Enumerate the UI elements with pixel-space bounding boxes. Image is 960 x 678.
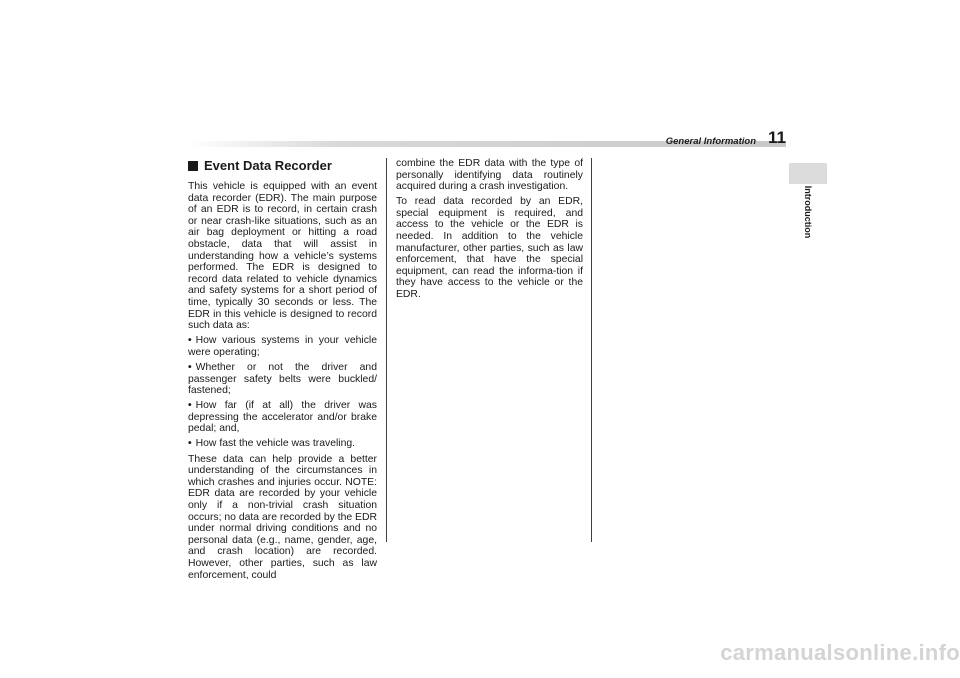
bullet-item	[188, 400, 377, 435]
bullet-item	[188, 362, 377, 397]
watermark: carmanualsonline.info	[720, 640, 960, 665]
bullet-dot-icon: •	[188, 438, 192, 450]
section-title: General Information	[665, 136, 756, 147]
bullet-item	[188, 438, 377, 450]
square-bullet-icon	[188, 161, 198, 171]
page-number: 11	[768, 128, 786, 147]
paragraph-2: These data can help provide a better understanding of the circumstances in which crashes and injuries occur. NOTE: EDR data are recorded by your vehicle only if a non-trivial crash situation occurs; no data are recorded by the EDR under normal driving conditions and no personal data (e.g., name, gender, age, and crash location) are recorded. However, other parties, such as law enforcement, could	[188, 453, 377, 581]
bullet-text: Whether or not the driver and passenger safety belts were buckled/ fastened;	[188, 361, 377, 397]
paragraph-4: To read data recorded by an EDR, special equipment is required, and access to the vehicle or the EDR is needed. In addition to the vehicle manufacturer, other parties, such as law enforcement, that have the special equipment, can read the informa-tion if they have access to the vehicle or the EDR.	[396, 196, 583, 301]
column-divider	[386, 158, 387, 542]
left-column	[188, 158, 377, 585]
right-column	[396, 158, 583, 304]
bullet-dot-icon: •	[188, 361, 192, 373]
paragraph-3: combine the EDR data with the type of personally identifying data routinely acquired during a crash investigation.	[396, 158, 583, 193]
bullet-text: How far (if at all) the driver was depressing the accelerator and/or brake pedal; and,	[188, 400, 377, 435]
bullet-item	[188, 335, 377, 358]
side-tab-label: Introduction	[803, 185, 813, 239]
intro-paragraph: This vehicle is equipped with an event data recorder (EDR). The main purpose of an EDR is to record, in certain crash or near crash-like situations, such as an air bag deployment or hitting a road obstacle, data that will assist in understanding how a vehicle’s systems performed. The EDR is designed to record data related to vehicle dynamics and safety systems for a short period of time, typically 30 seconds or less. The EDR in this vehicle is designed to record such data as:	[188, 181, 377, 332]
column-divider	[591, 158, 592, 542]
bullet-dot-icon: •	[188, 335, 192, 347]
bullet-text: How various systems in your vehicle were operating;	[188, 335, 377, 358]
article-heading	[188, 158, 377, 173]
bullet-text: How fast the vehicle was traveling.	[195, 438, 356, 450]
side-tab	[789, 163, 827, 184]
bullet-dot-icon: •	[188, 400, 192, 412]
heading-text: Event Data Recorder	[204, 158, 332, 173]
